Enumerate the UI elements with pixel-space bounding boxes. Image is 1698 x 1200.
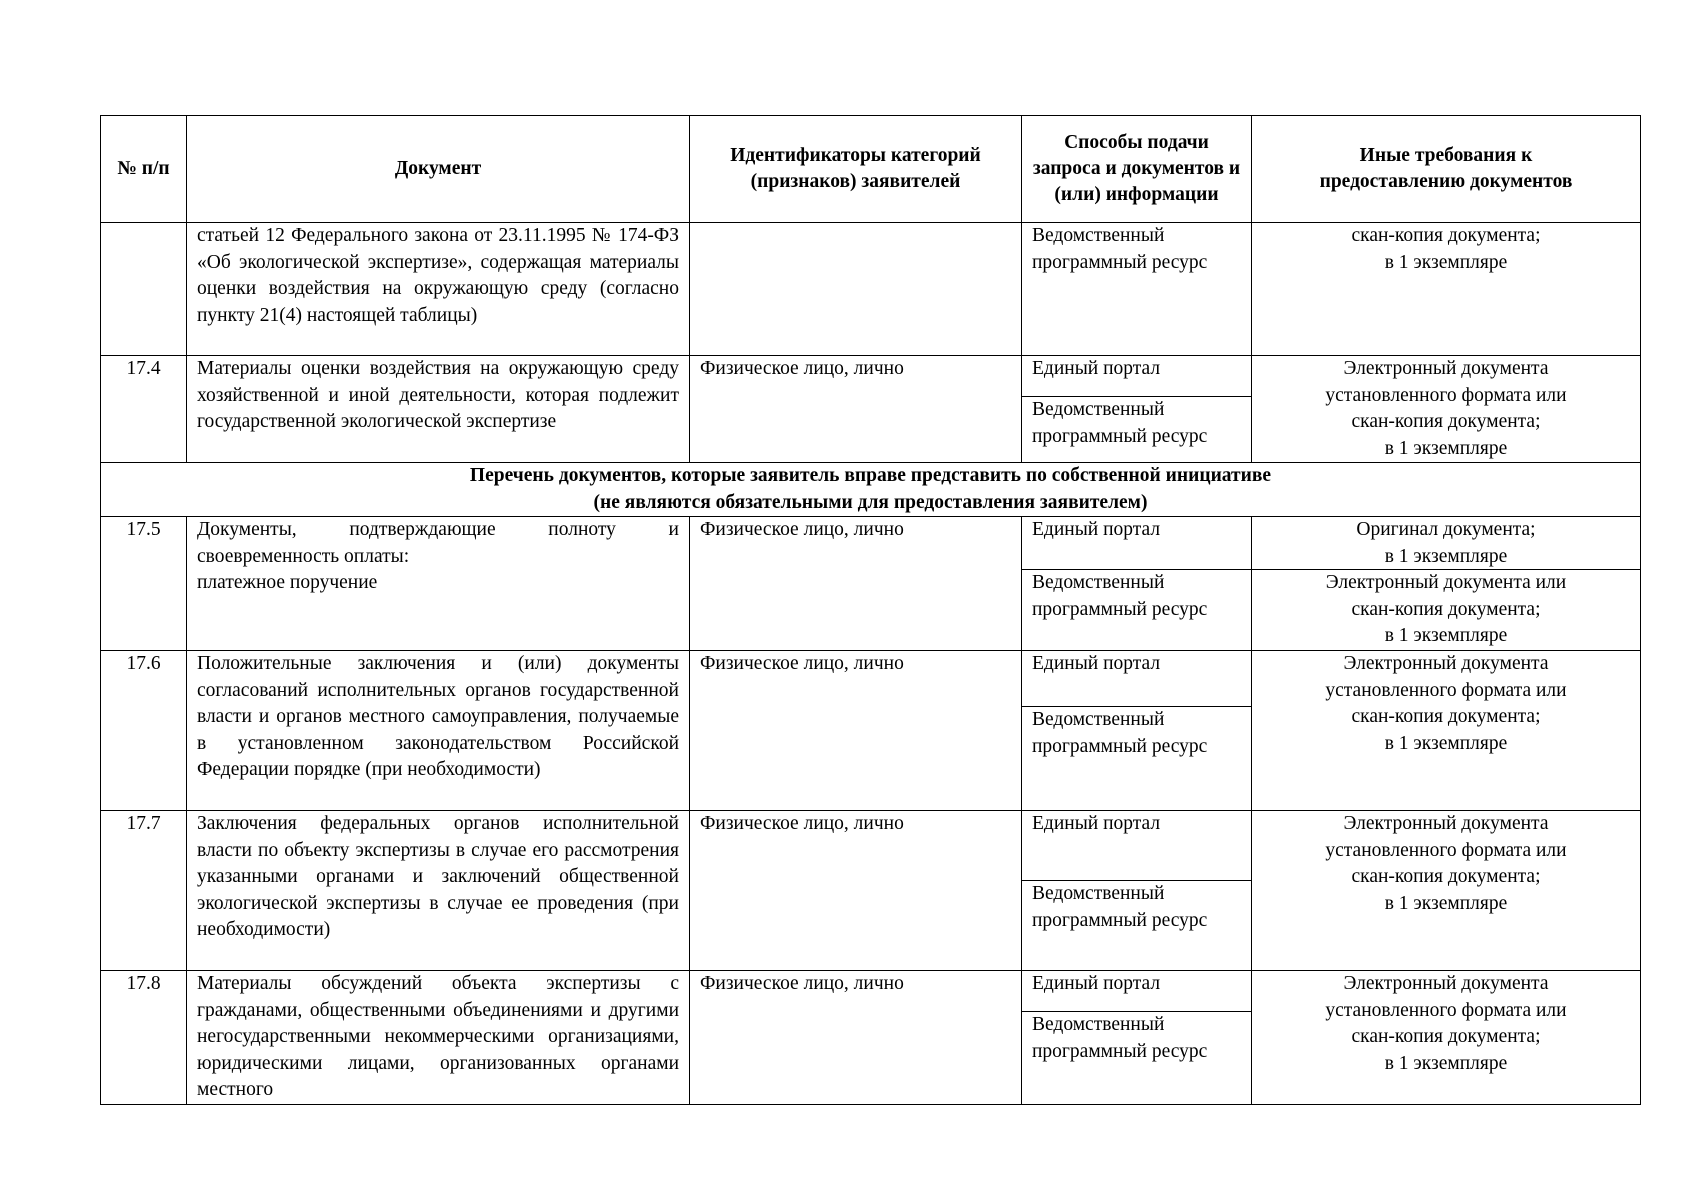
row-requirements [1252,971,1641,1105]
method-departmental-resource: Ведомственный программный ресурс [1032,572,1208,620]
requirement-line: в 1 экземпляре [1384,545,1508,567]
row-number [101,223,187,356]
table-row [101,223,1641,356]
section-header [101,463,1641,517]
requirement-line: скан-копия документа; [1351,598,1541,620]
row-document: статьей 12 Федерального закона от 23.11.1995 № 174-ФЗ «Об экологической экспертизе», содержащая материалы оценки воздействия на окружающую среду (согласно пункту 21(4) настоящей таблицы) [187,223,690,356]
row-number: 17.6 [101,651,187,811]
method-departmental-resource: Ведомственный программный ресурс [1032,1014,1208,1062]
section-header-row [101,463,1641,517]
method-unified-portal: Единый портал [1022,517,1251,570]
row-number: 17.4 [101,356,187,463]
requirement-line: Оригинал документа; [1356,519,1536,540]
table-row [101,811,1641,971]
row-category: Физическое лицо, лично [690,651,1022,811]
row-requirements [1252,356,1641,463]
method-unified-portal: Единый портал [1022,356,1251,397]
table-row [101,356,1641,463]
row-category: Физическое лицо, лично [690,811,1022,971]
row-requirements [1252,811,1641,971]
requirement-line: скан-копия документа; [1351,411,1541,432]
document-text: платежное поручение [197,572,378,593]
requirement-line: в 1 экземпляре [1384,625,1508,646]
method-unified-portal: Единый портал [1022,971,1251,1012]
row-number: 17.7 [101,811,187,971]
header-document: Документ [187,116,690,223]
requirement-line: Электронный документа установленного формата или [1325,813,1567,861]
row-method [1022,811,1252,971]
row-document: Материалы оценки воздействия на окружающую среду хозяйственной и иной деятельности, которая подлежит государственной экологической экспертизе [187,356,690,463]
requirement-line: в 1 экземпляре [1384,437,1508,459]
row-category [690,223,1022,356]
header-other-requirements: Иные требования к предоставлению документов [1252,116,1641,223]
row-document: Положительные заключения и (или) документы согласований исполнительных органов государственной власти и органов местного самоуправления, получаемые в установленном законодательством Российской Федерации порядке (при необходимости) [187,651,690,811]
method-departmental-resource: Ведомственный программный ресурс [1032,709,1208,757]
requirement-line: Электронный документа установленного формата или [1325,973,1567,1021]
documents-table [100,115,1641,1105]
requirement-line: скан-копия документа; [1351,1026,1541,1047]
row-method [1022,517,1252,651]
requirement-electronic [1252,570,1640,650]
row-number: 17.8 [101,971,187,1105]
row-method [1022,356,1252,463]
method-unified-portal: Единый портал [1022,811,1251,881]
table-row [101,517,1641,651]
row-method [1022,651,1252,811]
header-number: № п/п [101,116,187,223]
method-departmental-resource: Ведомственный программный ресурс [1032,399,1208,447]
requirement-line: в 1 экземпляре [1384,732,1508,754]
table-header-row [101,116,1641,223]
row-requirements [1252,223,1641,356]
method-departmental-resource: Ведомственный программный ресурс [1032,225,1208,273]
row-requirements [1252,651,1641,811]
row-number: 17.5 [101,517,187,651]
requirement-line: в 1 экземпляре [1384,251,1508,273]
table-row [101,971,1641,1105]
row-document: Материалы обсуждений объекта экспертизы с гражданами, общественными объединениями и другими негосударственными некоммерческими организациями, юридическими лицами, организованных органами местного [187,971,690,1105]
table-row [101,651,1641,811]
method-unified-portal: Единый портал [1022,651,1251,707]
requirement-original [1252,517,1640,570]
header-submission-methods: Способы подачи запроса и документов и (или) информации [1022,116,1252,223]
row-document [187,517,690,651]
section-title: Перечень документов, которые заявитель вправе представить по собственной инициативе [469,465,1272,486]
requirement-line: скан-копия документа; [1351,706,1541,727]
row-requirements [1252,517,1641,651]
requirement-line: в 1 экземпляре [1384,892,1508,914]
row-category: Физическое лицо, лично [690,517,1022,651]
row-method [1022,223,1252,356]
requirement-line: Электронный документа или [1325,572,1567,593]
row-document: Заключения федеральных органов исполнительной власти по объекту экспертизы в случае его рассмотрения указанными органами и заключений общественной экологической экспертизы в случае ее проведения (при необходимости) [187,811,690,971]
requirement-line: скан-копия документа; [1351,225,1541,246]
requirement-line: скан-копия документа; [1351,866,1541,887]
requirement-line: Электронный документа установленного формата или [1325,653,1567,701]
row-category: Физическое лицо, лично [690,356,1022,463]
document-text: Документы, подтверждающие полноту и своевременность оплаты: [197,519,679,567]
row-category: Физическое лицо, лично [690,971,1022,1105]
requirement-line: Электронный документа установленного формата или [1325,358,1567,406]
header-applicant-categories: Идентификаторы категорий (признаков) заявителей [690,116,1022,223]
row-method [1022,971,1252,1105]
section-subtitle: (не являются обязательными для предоставления заявителем) [593,491,1148,513]
requirement-line: в 1 экземпляре [1384,1052,1508,1074]
method-departmental-resource: Ведомственный программный ресурс [1032,883,1208,931]
